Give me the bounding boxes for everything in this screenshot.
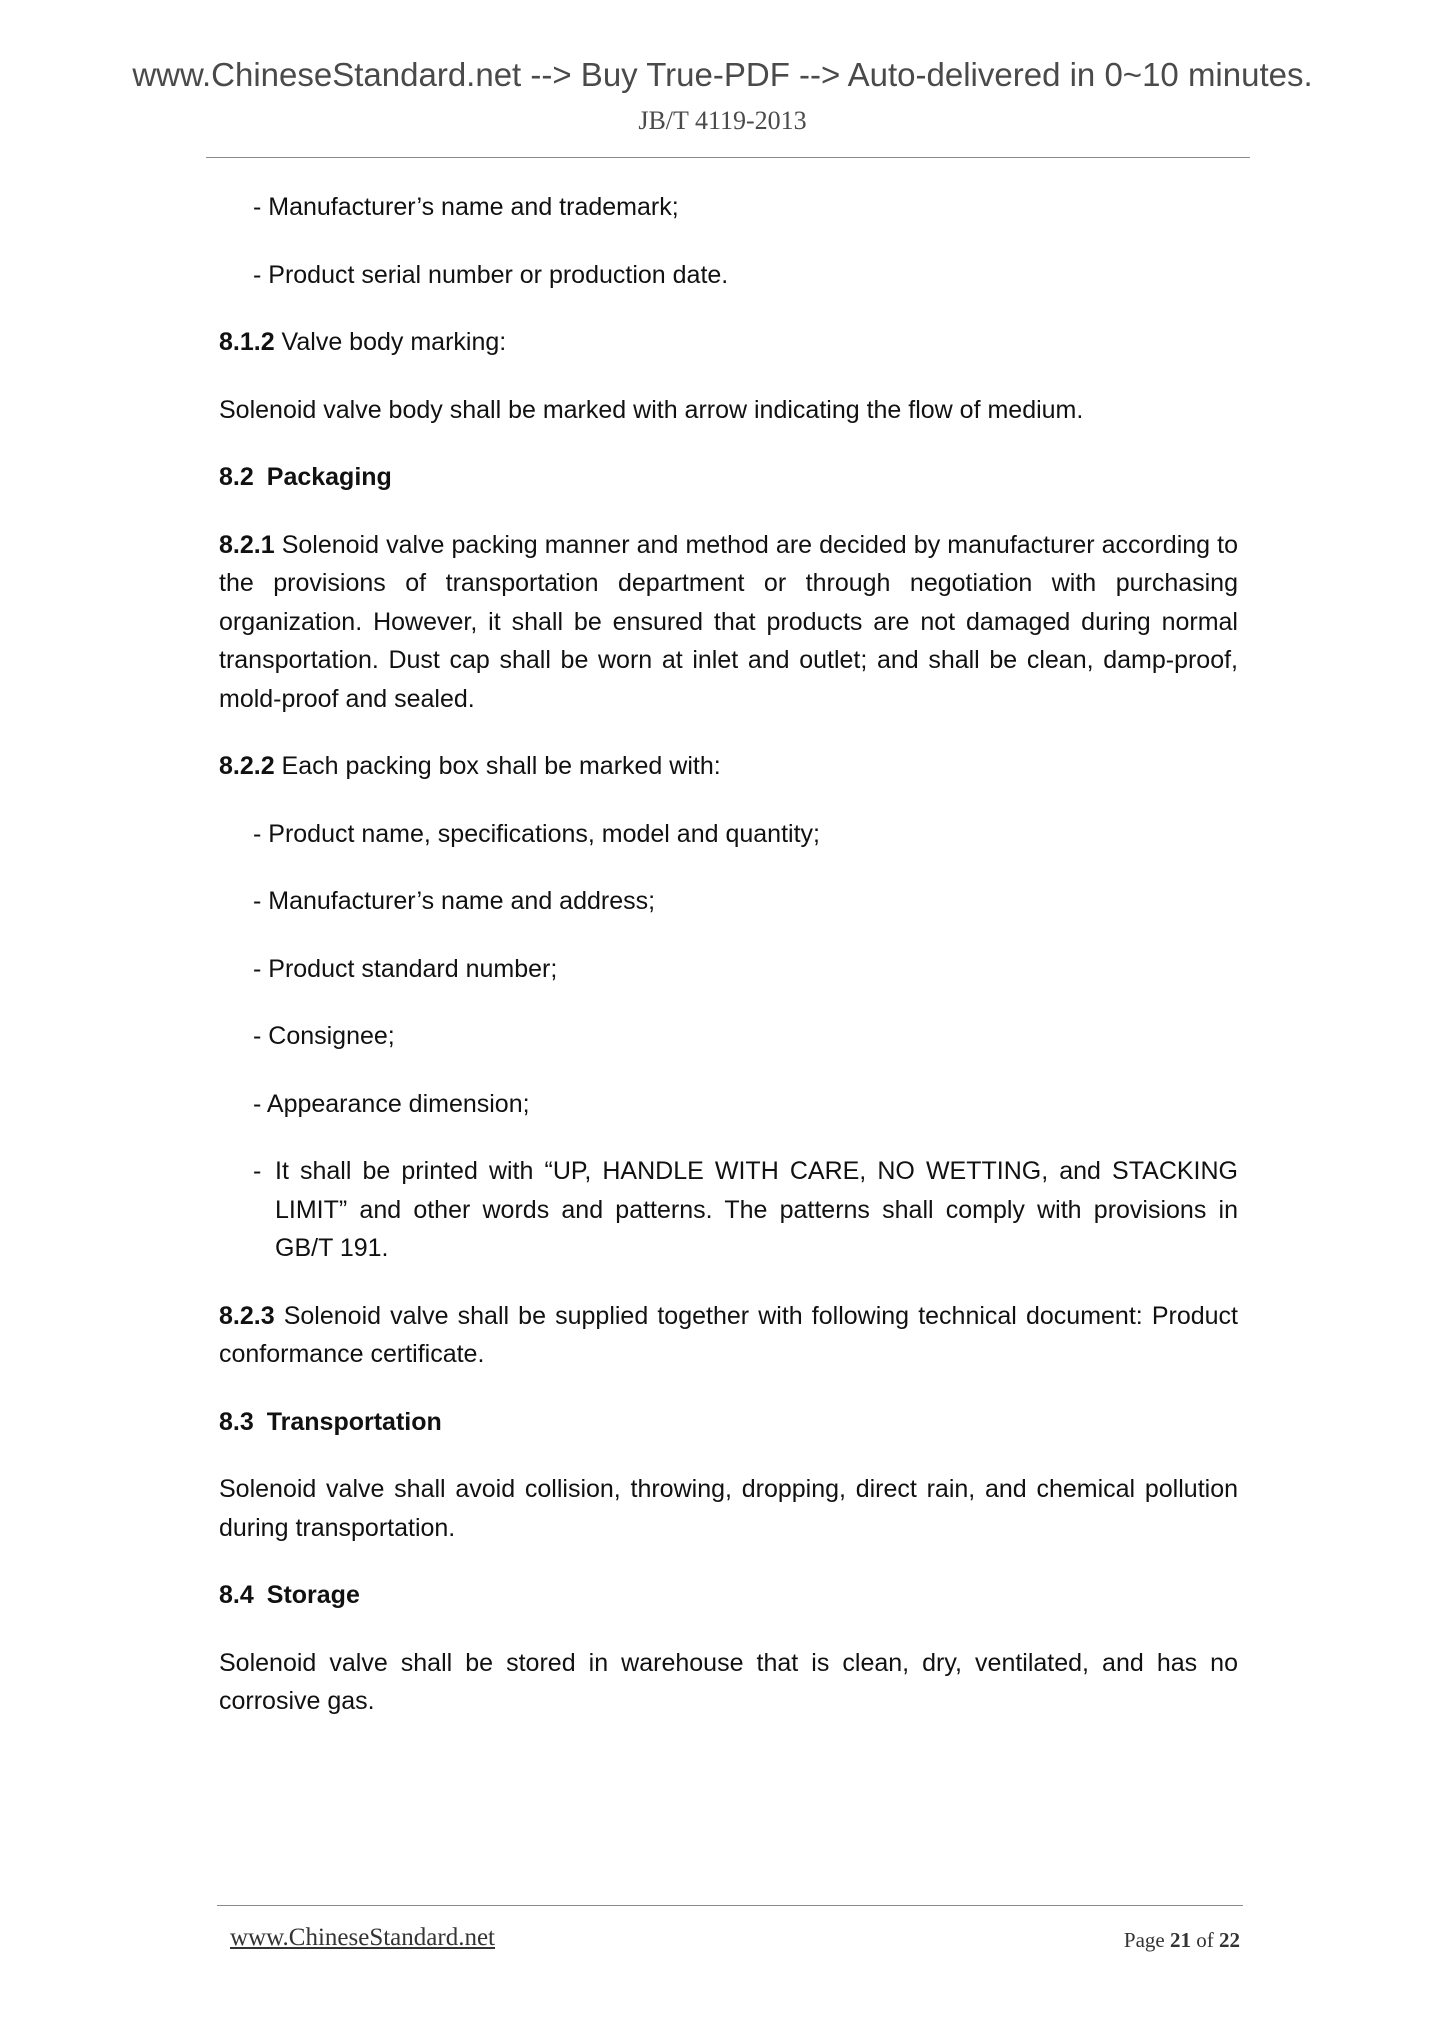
- section-heading-8-4: [219, 1576, 1238, 1615]
- list-item-hanging: [219, 1152, 1238, 1268]
- paragraph: Solenoid valve body shall be marked with arrow indicating the flow of medium.: [219, 395, 1084, 424]
- page-number: [1124, 1928, 1240, 1953]
- list-item: - Product name, specifications, model and quantity;: [253, 819, 820, 848]
- clause-number: 8.2.2: [219, 752, 275, 780]
- list-item: - Appearance dimension;: [253, 1089, 530, 1118]
- page-of: of: [1191, 1928, 1219, 1952]
- section-number: 8.4: [219, 1581, 254, 1609]
- document-number: JB/T 4119-2013: [638, 106, 807, 135]
- section-title: Packaging: [266, 463, 392, 491]
- document-body: [219, 188, 1238, 1721]
- footer-divider: [217, 1905, 1243, 1906]
- paragraph: Solenoid valve shall avoid collision, throwing, dropping, direct rain, and chemical pollution during transportation.: [219, 1475, 1238, 1542]
- section-heading-8-2: [219, 458, 1238, 497]
- section-number: 8.2: [219, 463, 254, 491]
- clause-number: 8.2.1: [219, 530, 275, 559]
- clause-8-2-2: [219, 747, 1238, 786]
- section-title: Storage: [266, 1581, 360, 1609]
- page-prefix: Page: [1123, 1928, 1170, 1952]
- list-item-text: It shall be printed with “UP, HANDLE WITH CARE, NO WETTING, and STACKING LIMIT” and other words and patterns. The patterns shall comply with provisions in GB/T 191.: [275, 1157, 1238, 1262]
- list-item: - Manufacturer’s name and trademark;: [253, 193, 679, 221]
- header-banner[interactable]: www.ChineseStandard.net --> Buy True-PDF --> Auto-delivered in 0~10 minutes.: [132, 56, 1313, 93]
- section-heading-8-3: [219, 1403, 1238, 1442]
- list-item: - Product serial number or production date.: [253, 260, 729, 289]
- header-divider: [206, 157, 1250, 158]
- footer-website-link[interactable]: www.ChineseStandard.net: [230, 1924, 495, 1951]
- clause-text: Valve body marking:: [274, 328, 507, 356]
- section-number: 8.3: [219, 1407, 254, 1436]
- clause-number: 8.2.3: [219, 1301, 275, 1330]
- clause-number: 8.1.2: [219, 328, 275, 356]
- clause-text: Solenoid valve packing manner and method are decided by manufacturer according to the provisions of transportation department or through negotiation with purchasing organization. However, it shall be ensured that products are not damaged during normal transportation. Dust cap shall be worn at inlet and outlet; and shall be clean, damp-proof, mold-proof and sealed.: [219, 530, 1238, 713]
- clause-text: Solenoid valve shall be supplied together with following technical document: Product conformance certificate.: [219, 1301, 1238, 1368]
- list-item: - Consignee;: [253, 1022, 395, 1050]
- page-total: 22: [1219, 1928, 1240, 1952]
- section-title: Transportation: [266, 1407, 442, 1436]
- list-item: - Product standard number;: [253, 954, 558, 983]
- clause-text: Each packing box shall be marked with:: [274, 752, 721, 780]
- list-item: - Manufacturer’s name and address;: [253, 887, 656, 915]
- clause-8-2-3: [219, 1297, 1238, 1374]
- paragraph: Solenoid valve shall be stored in warehouse that is clean, dry, ventilated, and has no corrosive gas.: [219, 1648, 1238, 1715]
- clause-8-1-2: [219, 323, 1238, 362]
- page-current: 21: [1170, 1928, 1191, 1952]
- list-dash: -: [253, 1157, 262, 1185]
- clause-8-2-1: [219, 526, 1238, 719]
